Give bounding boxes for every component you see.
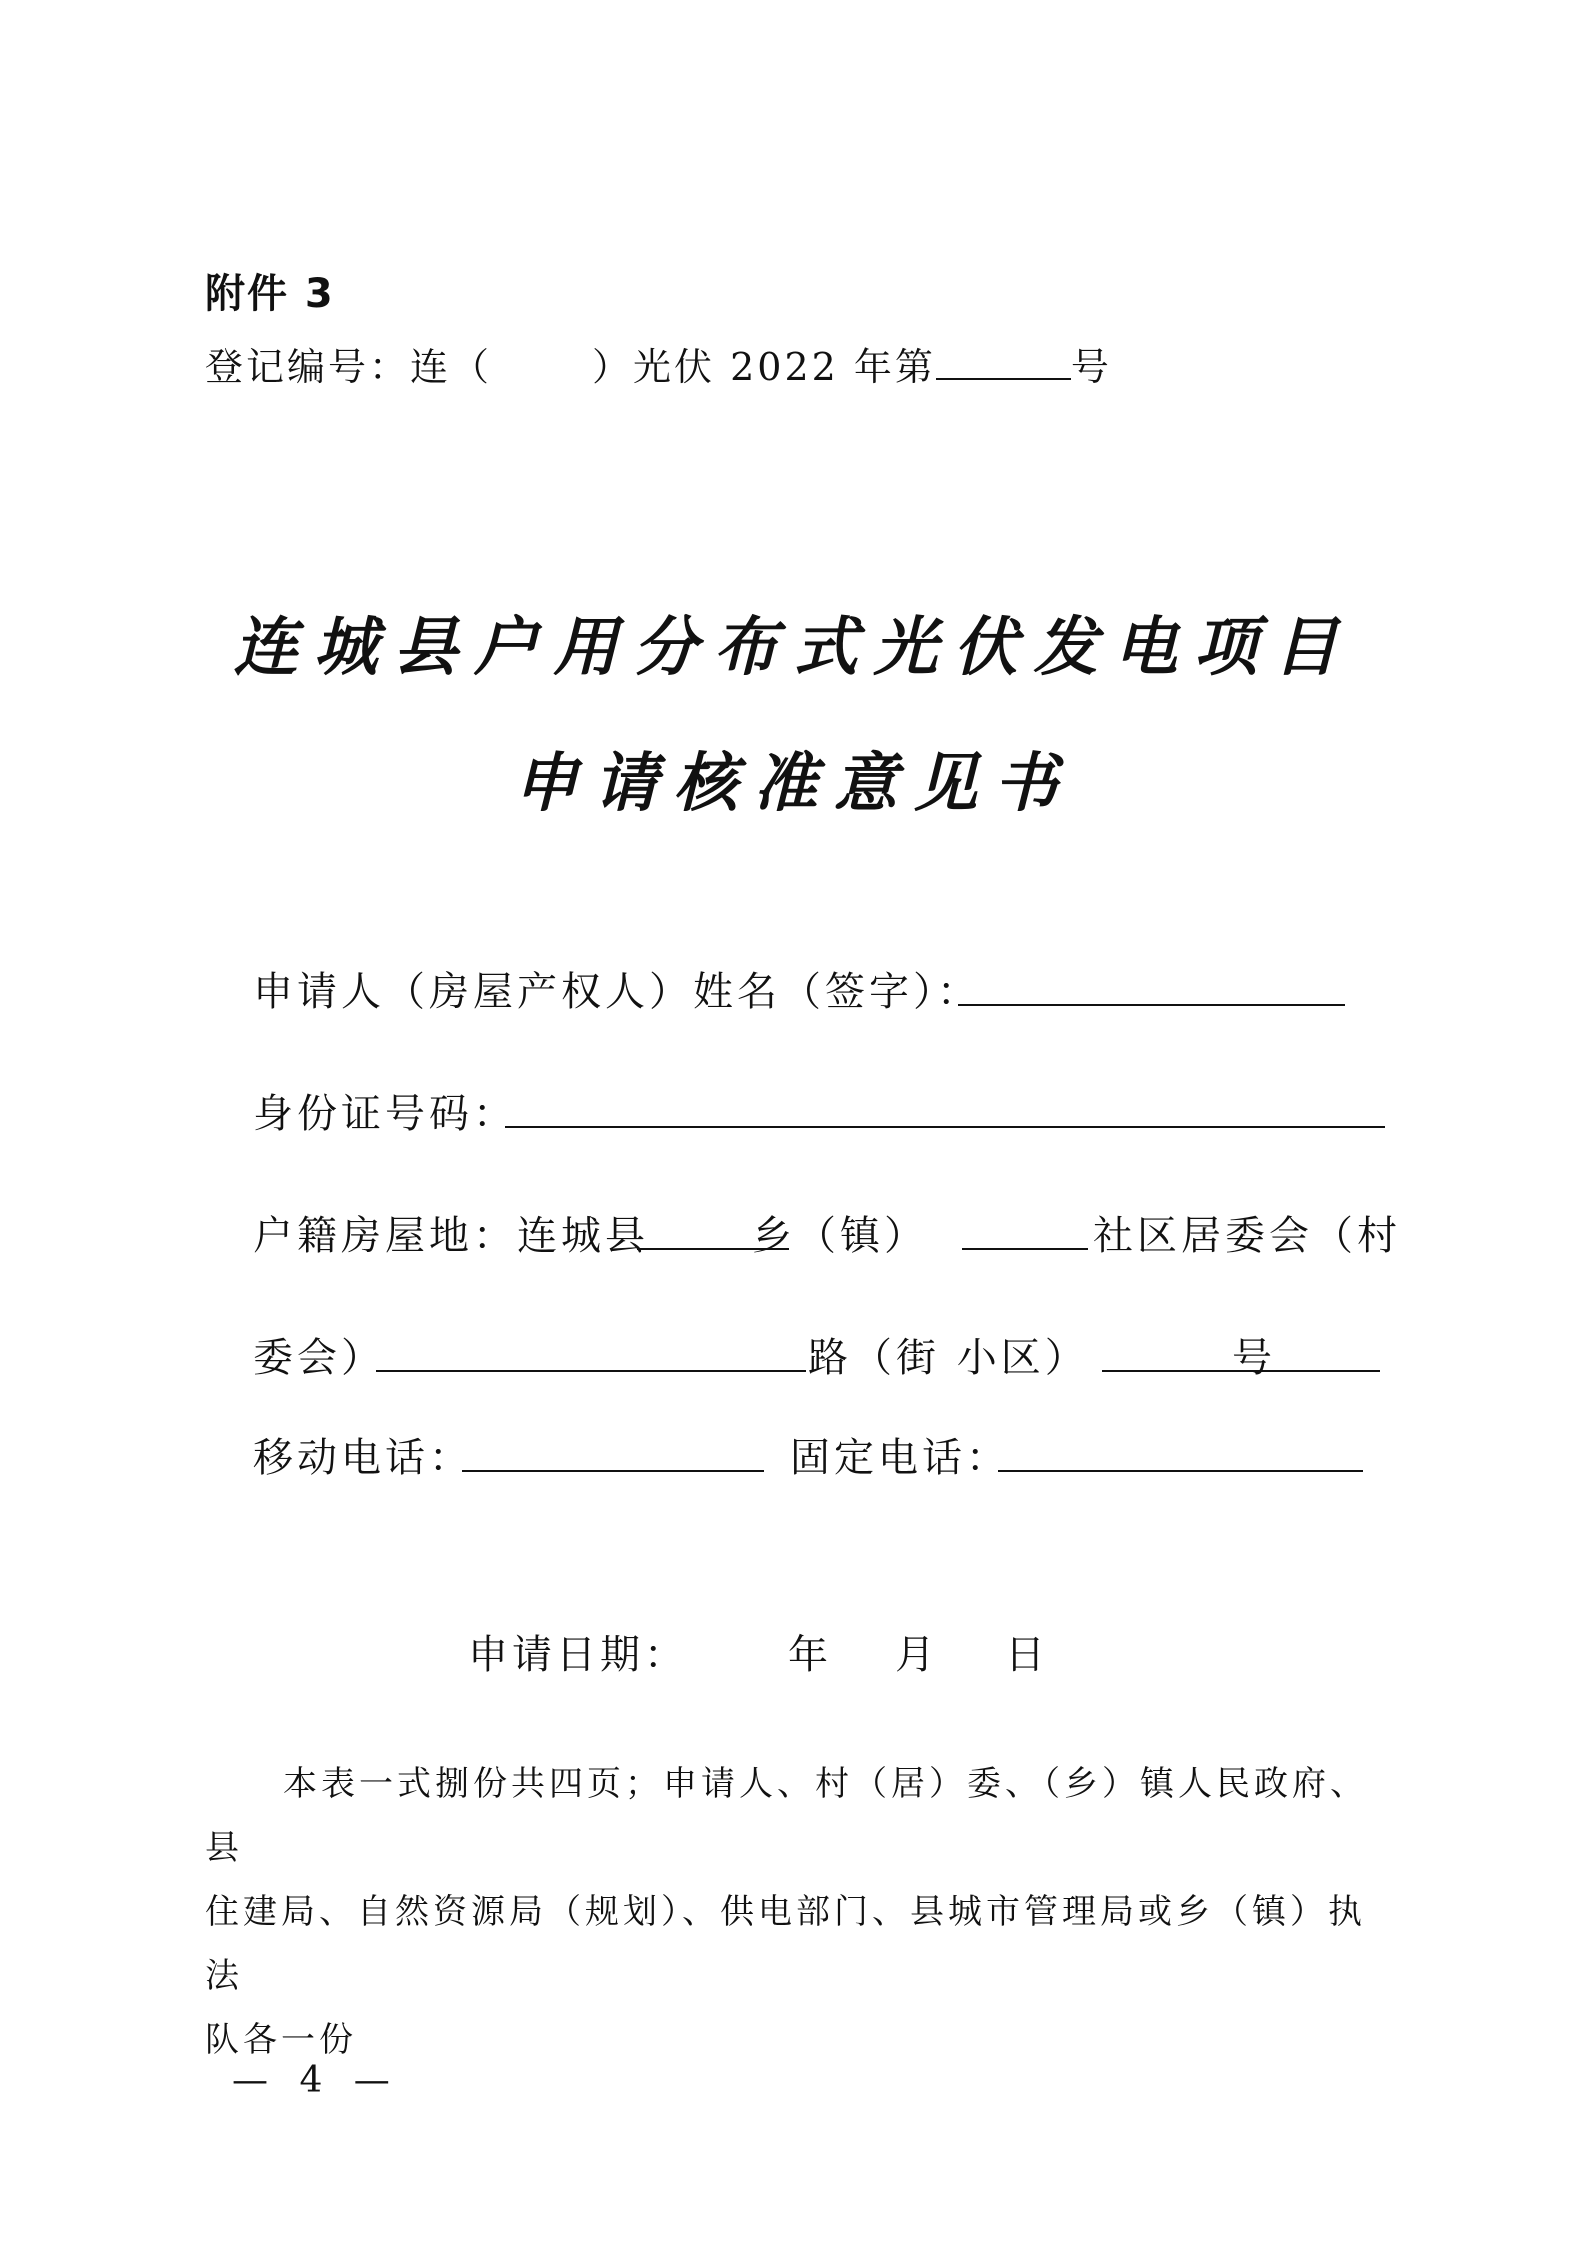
number-label: 号 bbox=[1232, 1335, 1276, 1381]
document-title: 连城县户用分布式光伏发电项目 bbox=[233, 610, 1354, 685]
landline-label: 固定电话： bbox=[790, 1435, 1010, 1481]
reg-prefix: 登记编号：连（ bbox=[205, 345, 493, 389]
village-suffix: 委会） bbox=[253, 1335, 385, 1381]
mobile-line[interactable] bbox=[462, 1470, 764, 1472]
id-label: 身份证号码： bbox=[253, 1091, 517, 1137]
applicant-label: 申请人（房屋产权人）姓名（签字）： bbox=[253, 969, 981, 1015]
landline-line[interactable] bbox=[998, 1470, 1363, 1472]
attachment-label: 附件 3 bbox=[205, 271, 335, 317]
page-number: — 4 — bbox=[232, 2060, 400, 2101]
date-label: 申请日期： bbox=[468, 1632, 688, 1678]
date-month: 月 bbox=[895, 1632, 939, 1678]
road-label: 路（街 小区） bbox=[808, 1335, 1089, 1381]
date-day: 日 bbox=[1005, 1632, 1049, 1678]
footnote bbox=[205, 1752, 1395, 2072]
road-line[interactable] bbox=[376, 1370, 806, 1372]
mobile-label: 移动电话： bbox=[253, 1435, 473, 1481]
footnote-line-3: 队各一份 bbox=[205, 2020, 357, 2060]
community-line[interactable] bbox=[962, 1248, 1088, 1250]
reg-middle: ）光伏 2022 年第 bbox=[592, 345, 936, 389]
registration-number bbox=[205, 336, 1112, 391]
document-subtitle: 申请核准意见书 bbox=[513, 746, 1074, 821]
township-label: 乡（镇） bbox=[752, 1213, 928, 1259]
footnote-line-2: 住建局、自然资源局（规划）、供电部门、县城市管理局或乡（镇）执法 bbox=[205, 1892, 1366, 1996]
date-year: 年 bbox=[788, 1632, 832, 1678]
reg-number-blank[interactable] bbox=[936, 348, 1071, 380]
footnote-line-1: 本表一式捌份共四页；申请人、村（居）委、（乡）镇人民政府、县 bbox=[205, 1764, 1368, 1868]
community-label: 社区居委会（村 bbox=[1093, 1213, 1401, 1259]
address-label: 户籍房屋地：连城县 bbox=[253, 1213, 649, 1259]
id-number-line[interactable] bbox=[505, 1126, 1385, 1128]
reg-suffix: 号 bbox=[1070, 345, 1112, 389]
applicant-signature-line[interactable] bbox=[958, 1004, 1345, 1006]
